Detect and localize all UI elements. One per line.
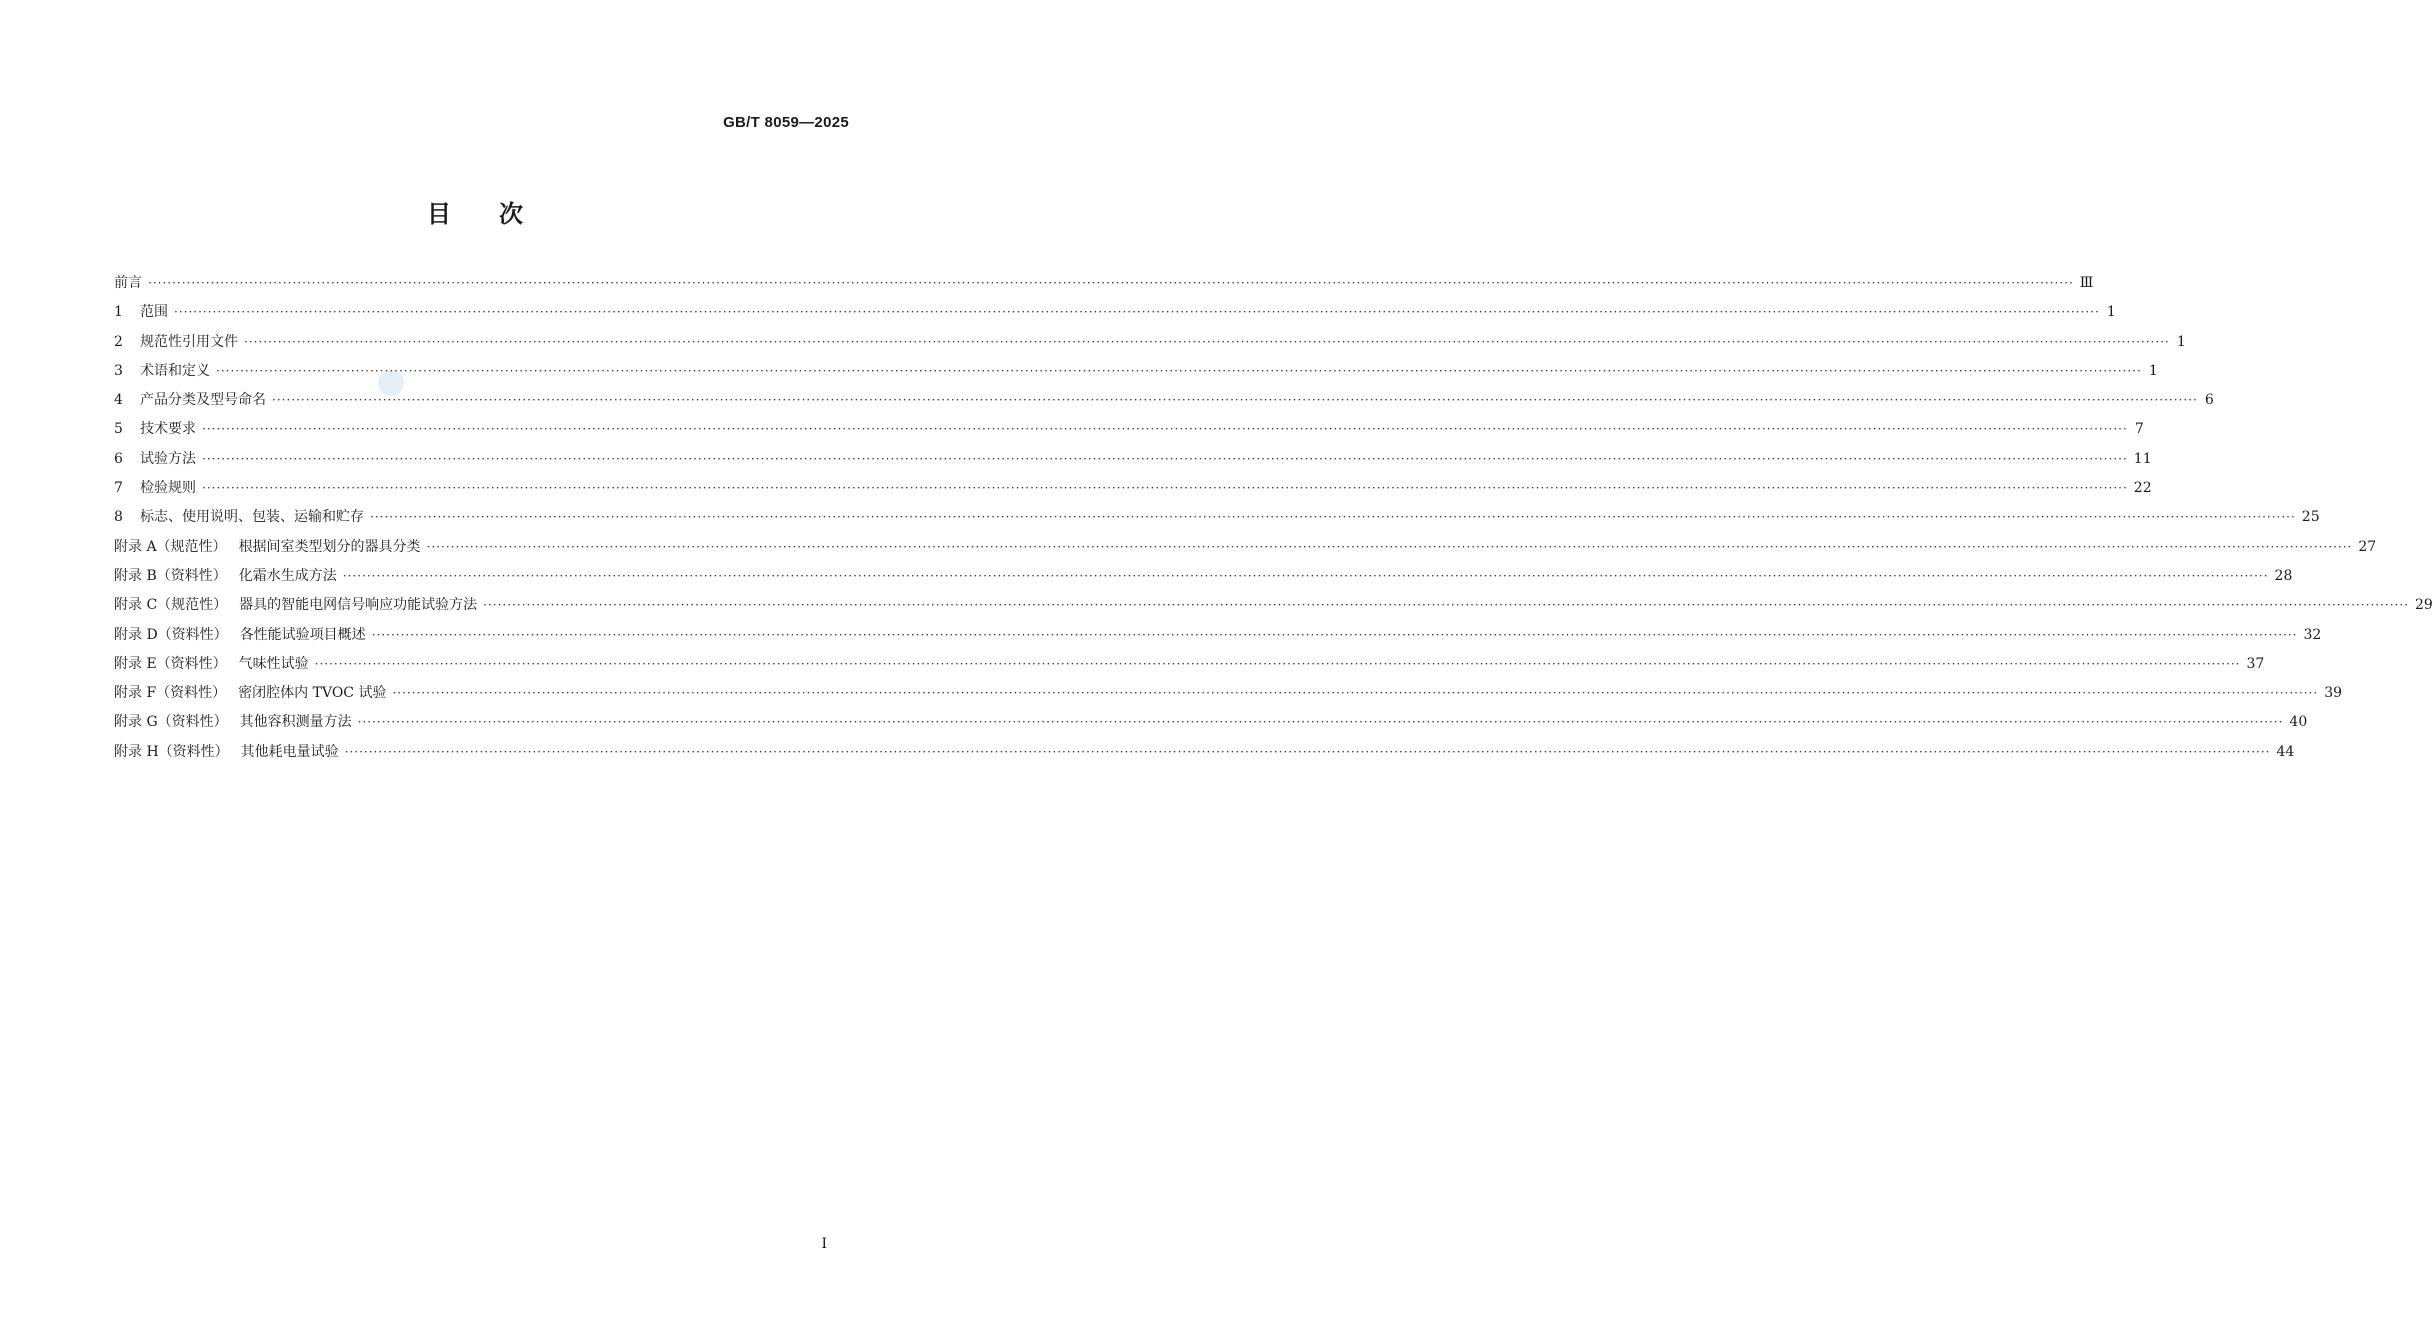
toc-entry[interactable] <box>114 298 2116 327</box>
toc-entry-appendix-label: 附录 D（资料性） <box>114 626 228 643</box>
toc-dot-leader: ················································································································································································································································································································································································································ <box>314 656 2241 671</box>
toc-entry-appendix-label: 附录 F（资料性） <box>114 685 227 702</box>
title-char-2: 次 <box>499 200 523 228</box>
toc-entry-appendix-label: 附录 E（资料性） <box>114 655 227 672</box>
toc-entry-title: 标志、使用说明、包装、运输和贮存 <box>140 509 364 526</box>
toc-entry-title: 检验规则 <box>140 480 196 497</box>
toc-dot-leader: ················································································································································································································································································································································································································ <box>202 451 2128 466</box>
toc-entry[interactable] <box>114 591 2433 620</box>
toc-entry-appendix-label: 附录 A（规范性） <box>114 538 227 555</box>
toc-entry-page: 44 <box>2276 743 2295 760</box>
toc-entry-page: 1 <box>2176 333 2186 350</box>
toc-dot-leader: ················································································································································································································································································································································································································ <box>371 627 2298 642</box>
toc-dot-leader: ················································································································································································································································································································································································································ <box>357 715 2284 730</box>
toc-entry[interactable] <box>114 738 2295 767</box>
toc-entry-page: 37 <box>2246 655 2265 672</box>
toc-dot-leader: ················································································································································································································································································································································································································ <box>216 363 2142 378</box>
toc-entry-number: 1 <box>114 304 123 321</box>
toc-entry-title: 化霜水生成方法 <box>238 567 337 584</box>
toc-dot-leader: ················································································································································································································································································································································································································ <box>148 276 2074 290</box>
toc-entry-page: 27 <box>2358 538 2377 555</box>
toc-entry[interactable] <box>114 621 2322 650</box>
toc-entry-title: 根据间室类型划分的器具分类 <box>238 538 421 555</box>
toc-dot-leader: ················································································································································································································································································································································································································ <box>483 598 2409 613</box>
toc-entry-page: 39 <box>2324 685 2343 702</box>
toc-entry-number: 6 <box>114 450 123 467</box>
table-of-contents <box>114 269 2433 767</box>
toc-entry-title: 试验方法 <box>140 450 196 467</box>
toc-entry-page: 25 <box>2301 509 2320 526</box>
toc-entry-number: 5 <box>114 421 123 438</box>
toc-dot-leader: ················································································································································································································································································································································································································ <box>370 510 2296 525</box>
toc-entry-title: 前言 <box>114 275 142 291</box>
toc-dot-leader: ················································································································································································································································································································································································································ <box>344 744 2271 759</box>
toc-entry[interactable] <box>114 650 2265 679</box>
toc-entry-title: 密闭腔体内 TVOC 试验 <box>238 685 387 702</box>
toc-entry-page: 7 <box>2134 421 2144 438</box>
toc-entry[interactable] <box>114 503 2320 532</box>
toc-dot-leader: ················································································································································································································································································································································································································ <box>272 393 2198 408</box>
toc-entry-title: 气味性试验 <box>238 655 309 672</box>
toc-entry[interactable] <box>114 445 2152 474</box>
toc-entry[interactable] <box>114 328 2186 357</box>
toc-entry-title: 技术要求 <box>140 421 196 438</box>
toc-dot-leader: ················································································································································································································································································································································································································ <box>244 334 2170 349</box>
toc-dot-leader: ················································································································································································································································································································································································································ <box>392 686 2319 701</box>
toc-entry[interactable] <box>114 474 2152 503</box>
toc-entry-title: 其他容积测量方法 <box>239 714 352 731</box>
toc-entry[interactable] <box>114 357 2158 386</box>
toc-entry-page: 11 <box>2133 450 2152 467</box>
toc-entry[interactable] <box>114 562 2293 591</box>
toc-entry-title: 术语和定义 <box>140 362 210 379</box>
toc-entry-title: 各性能试验项目概述 <box>239 626 366 643</box>
standard-number: GB/T 8059—2025 <box>723 114 849 131</box>
toc-dot-leader: ················································································································································································································································································································································································································ <box>202 422 2128 437</box>
toc-dot-leader: ················································································································································································································································································································································································································ <box>202 481 2128 496</box>
toc-entry-page: Ⅲ <box>2079 275 2094 291</box>
toc-entry-number: 3 <box>114 362 123 379</box>
toc-entry-number: 7 <box>114 480 123 497</box>
toc-entry-page: 6 <box>2204 392 2214 409</box>
toc-entry-page: 32 <box>2303 626 2322 643</box>
toc-entry-appendix-label: 附录 B（资料性） <box>114 567 227 584</box>
toc-entry-title: 其他耗电量试验 <box>240 743 339 760</box>
toc-entry-appendix-label: 附录 H（资料性） <box>114 743 229 760</box>
toc-dot-leader: ················································································································································································································································································································································································································ <box>426 539 2353 554</box>
toc-entry-page: 1 <box>2106 304 2116 321</box>
toc-entry-page: 29 <box>2414 597 2433 614</box>
toc-entry-appendix-label: 附录 C（规范性） <box>114 597 228 614</box>
toc-entry-title: 范围 <box>140 304 168 321</box>
toc-entry[interactable] <box>114 533 2377 562</box>
toc-entry-page: 1 <box>2148 362 2158 379</box>
toc-entry-appendix-label: 附录 G（资料性） <box>114 714 228 731</box>
toc-entry[interactable] <box>114 269 2094 298</box>
toc-entry-number: 4 <box>114 392 123 409</box>
toc-entry-page: 22 <box>2133 480 2152 497</box>
page-title <box>0 194 950 229</box>
toc-entry[interactable] <box>114 708 2308 737</box>
toc-entry-number: 8 <box>114 509 123 526</box>
title-char-1: 目 <box>427 200 451 228</box>
toc-entry[interactable] <box>114 415 2144 444</box>
toc-dot-leader: ················································································································································································································································································································································································································ <box>174 305 2100 320</box>
toc-entry-page: 28 <box>2274 567 2293 584</box>
toc-entry-number: 2 <box>114 333 123 350</box>
toc-dot-leader: ················································································································································································································································································································································································································ <box>342 568 2269 583</box>
toc-entry-title: 器具的智能电网信号响应功能试验方法 <box>239 597 478 614</box>
page-number: I <box>821 1236 827 1252</box>
toc-entry-title: 规范性引用文件 <box>140 333 238 350</box>
toc-entry[interactable] <box>114 386 2214 415</box>
toc-entry[interactable] <box>114 679 2343 708</box>
toc-entry-title: 产品分类及型号命名 <box>140 392 266 409</box>
toc-entry-page: 40 <box>2289 714 2308 731</box>
